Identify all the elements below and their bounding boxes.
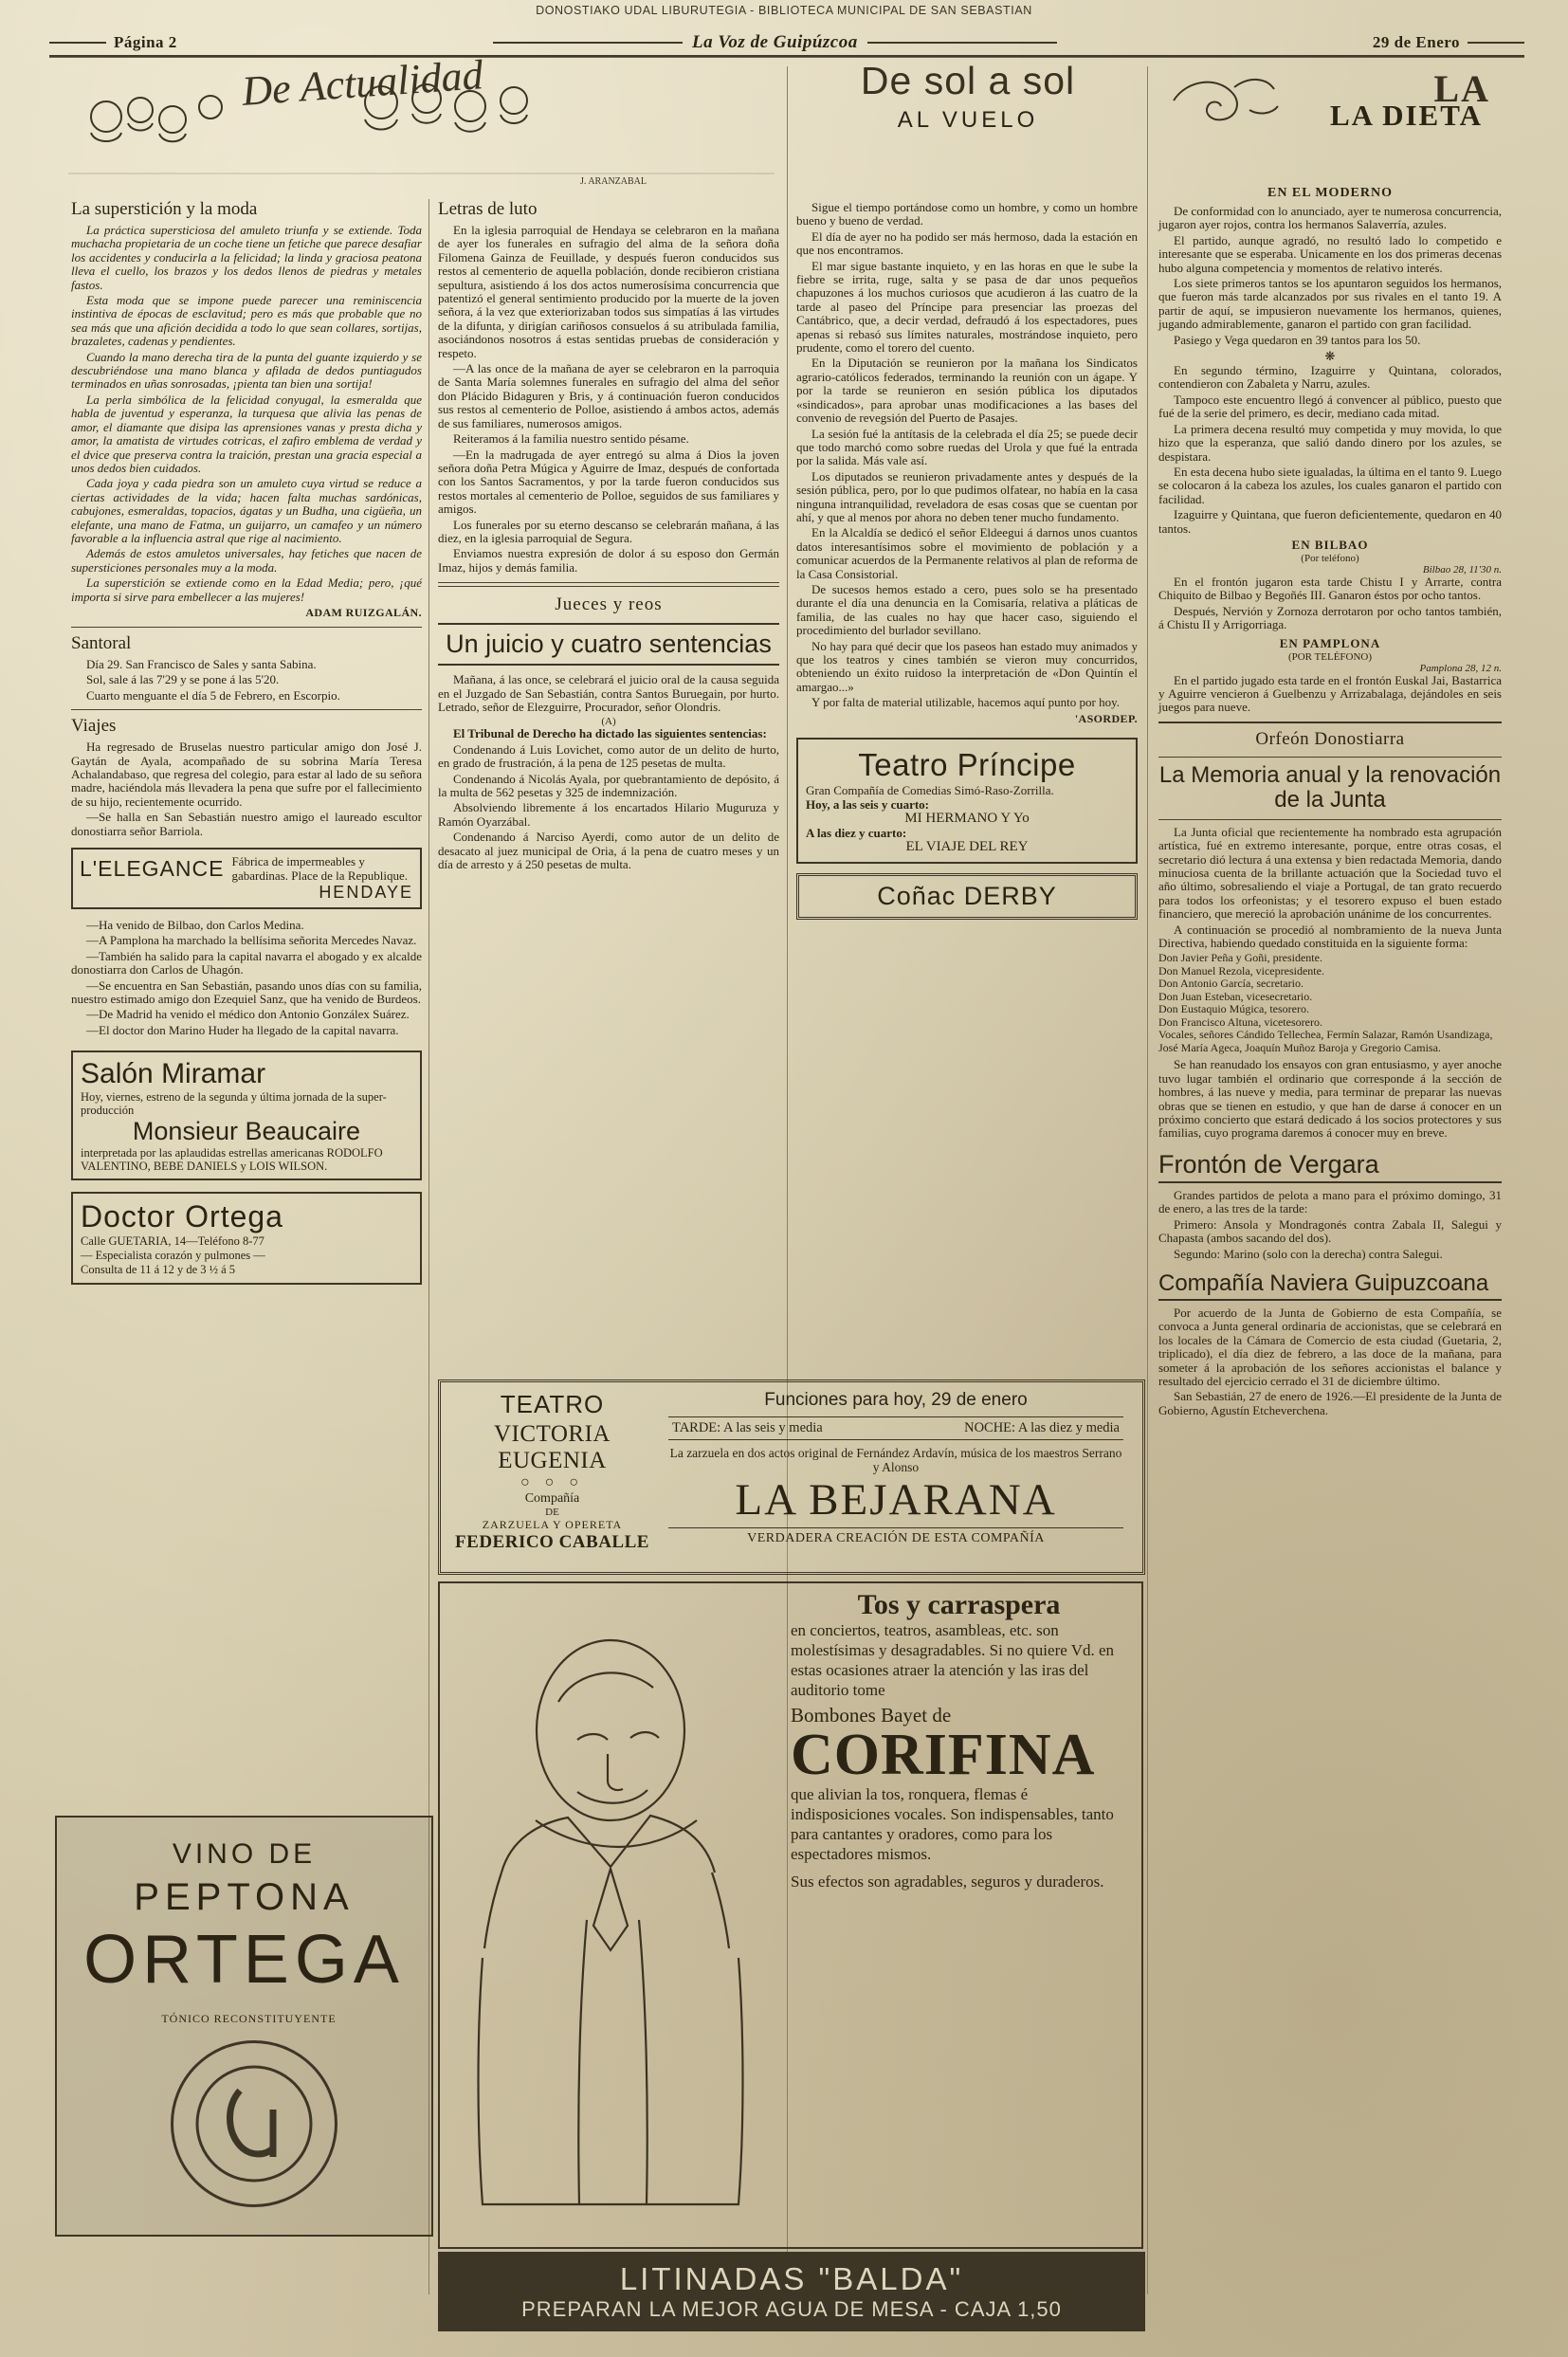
victoria-director: FEDERICO CABALLE bbox=[455, 1532, 649, 1552]
miramar-title: Salón Miramar bbox=[81, 1058, 266, 1090]
paragraph: En la Alcaldía se dedicó el señor Eldeegui á darnos unos cuantos datos interesantísimos sobre el movimiento de población y a comunicar acuerdos de la Permanente relativos al plan de reforma de la Casa Consistorial. bbox=[796, 525, 1138, 581]
victoria-right-block bbox=[668, 1390, 1123, 1546]
paragraph: La superstición se extiende como en la Edad Media; pero, ¡qué importa si sirve para embellecer a las mujeres! bbox=[71, 576, 422, 604]
newspaper-title: La Voz de Guipúzcoa bbox=[692, 32, 858, 52]
en-pamplona-heading: EN PAMPLONA bbox=[1279, 635, 1381, 650]
teatro-principe-title: Teatro Príncipe bbox=[858, 746, 1076, 782]
paragraph: En el partido jugado esta tarde en el frontón Euskal Jai, Bastarrica y Aguirre vencieron á Guelbenzu y Arrizabalaga, dejándoles en seis juegos para nueve. bbox=[1158, 672, 1502, 715]
bilbao-dateline: Bilbao 28, 11'30 n. bbox=[1422, 563, 1502, 576]
ad-salon-miramar[interactable] bbox=[71, 1051, 422, 1180]
paragraph: Absolviendo libremente á los encartados Hilario Muguruza y Ramón Oyarzábal. bbox=[438, 800, 779, 829]
victoria-name: VICTORIA EUGENIA bbox=[494, 1421, 611, 1473]
paragraph: El Tribunal de Derecho ha dictado las siguientes sentencias: bbox=[453, 726, 767, 741]
litinadas-line1: LITINADAS "BALDA" bbox=[619, 2261, 964, 2296]
paragraph: —Ha venido de Bilbao, don Carlos Medina. bbox=[86, 918, 304, 933]
corifina-brand: CORIFINA bbox=[791, 1723, 1096, 1787]
paragraph: Ha regresado de Bruselas nuestro particular amigo don José J. Gaytán de Ayala, acompañado de su sobrina María Teresa Achalandabaso, que regresa del colegio, para estar al lado de su señora madre, haciéndola más llevadera la pena que sufre por el fallecimiento de su hijo, recientemente ocurrido. bbox=[71, 740, 422, 809]
teatro-principe-play2: EL VIAJE DEL REY bbox=[905, 838, 1029, 854]
ad-litinadas-balda[interactable] bbox=[438, 2252, 1145, 2331]
victoria-de-label: DE bbox=[545, 1507, 559, 1518]
la-dieta-word-dieta: LA DIETA bbox=[1330, 99, 1483, 132]
banner-script-title: De Actualidad bbox=[240, 51, 484, 115]
ad-doctor-ortega[interactable] bbox=[71, 1192, 422, 1285]
orfeon-heading: Orfeón Donostiarra bbox=[1255, 728, 1405, 749]
list-item: Don Eustaquio Múgica, tesorero. bbox=[1158, 1002, 1309, 1016]
paragraph: Después, Nervión y Zornoza derrotaron por ocho tantos también, á Chistu II y Arrigorriaga. bbox=[1158, 603, 1502, 632]
litinadas-line2: PREPARAN LA MEJOR AGUA DE MESA - CAJA 1,50 bbox=[521, 2297, 1062, 2321]
column-2: Letras de luto En la iglesia parroquial de Hendaya se celebraron en la mañana de ayer los funerales en sufragio del alma de la señora doña Filomena Gainza de Feuillade, y después fueron conducidos sus restos al cementerio de aquella población, donde recibieron cristiana sepultura, asistiendo á los dos actos numerosísima concurrencia que patentizó el general sentimiento producido por la muerte de la joven señora, á la vez que exteriorizaban todos sus simpatías á las virtudes de la difunta, y dirigían cariñosos consuelos á su atribulada familia, asociándonos nosotros á estas sentidas pruebas de consideración y respeto. —A las once de la mañana de ayer se celebraron en la parroquia de Santa María solemnes funerales en sufragio del alma del señor don Plácido Bidaguren y Bris, y á continuación fueron conducidos sus restos al cementerio de Polloe, asistiendo á ambos actos, además de sus familiares, numerosos amigos. Reiteramos á la familia nuestro sentido pésame. —En la madrugada de ayer entregó su alma á Dios la joven señora doña Petra Múgica y Aguirre de Imaz, después de confortada con los Santos Sacramentos, y por la tarde fueron conducidos sus restos mortales al cementerio de Polloe, seguidos de sus familiares y amigos. Los funerales por su eterno descanso se celebrarán mañana, á las diez, en la iglesia parroquial de Segura. Enviamos nuestra expresión de dolor á su esposo don Germán Imaz, hijos y demás familia. Jueces y reos Un juicio y cuatro sentencias Mañana, á las once, se celebrará el juicio oral de la causa seguida en el Juzgado de San Sebastián, contra Santos Buruegain, por hurto. Letrado, señor de Elezguirre, Procurador, señor Olondris. (A) El Tribunal de Derecho ha dictado las siguientes sentencias: Condenando á Luis Lovichet, como autor de un delito de hurto, en grado de frustración, á la pena de 125 pesetas de multa. Condenando á Nicolás Ayala, por quebrantamiento de depósito, á la multa de 562 pesetas y 325 de indemnización. Absolviendo libremente á los encartados Hilario Muguruza y Ramón Oyarzábal. Condenando á Narciso Ayerdi, como autor de un delito de desacato al juez municipal de Oria, á la pena de cuatro meses y un día de arresto y á 250 pesetas de multa. bbox=[438, 199, 779, 872]
paragraph: Sigue el tiempo portándose como un hombre, y como un hombre bueno y bueno de verdad. bbox=[796, 200, 1138, 228]
paragraph: El mar sigue bastante inquieto, y en las horas en que le sube la fiebre se irrita, ruge, salta y se pasa de dar unos pequeños chapuzones á los muchos curiosos que acudieron á las cuatro de la tarde al paseo del Príncipe para presenciar las proezas del Cantábrico, que, a decir verdad, defraudó á los espectadores, pues apenas si rebasó sus límites naturales, mostrándose inquieto, pero prudente, como el torero del cuento. bbox=[796, 258, 1138, 356]
peptona-line3: ORTEGA bbox=[83, 1922, 405, 1998]
paragraph: En la iglesia parroquial de Hendaya se celebraron en la mañana de ayer los funerales en sufragio del alma de la señora doña Filomena Gainza de Feuillade, y después fueron conducidos sus restos al cementerio de aquella población, donde recibieron cristiana sepultura, asistiendo á los dos actos numerosísima concurrencia que patentizó el general sentimiento producido por la muerte de la joven señora, á la vez que exteriorizaban todos sus simpatías á las virtudes de la difunta, y dirigían cariñosos consuelos á su atribulada familia, asociándonos nosotros á estas sentidas pruebas de consideración y respeto. bbox=[438, 223, 779, 360]
column-divider bbox=[1147, 66, 1148, 2294]
junta-members-list bbox=[1158, 952, 1502, 1054]
teatro-principe-play1: MI HERMANO Y Yo bbox=[904, 810, 1030, 826]
ad-teatro-principe[interactable] bbox=[796, 738, 1138, 864]
paragraph: Esta moda que se impone puede parecer una reminiscencia instintiva de épocas de esclavitud; pero es más que probable que no sea más que una afición decidida a todo lo que sean collares, sortijas, brazaletes, cadenas y pendientes. bbox=[71, 293, 422, 349]
article-signature: ADAM RUIZGALÁN. bbox=[305, 605, 422, 619]
paragraph: Grandes partidos de pelota a mano para el próximo domingo, 31 de enero, a las tres de la tarde: bbox=[1158, 1187, 1502, 1216]
santoral-heading: Santoral bbox=[71, 632, 132, 653]
paragraph: La primera decena resultó muy competida y muy movida, lo que hizo que la esperanza, que salió dando dinero por los azules, se despistara. bbox=[1158, 421, 1502, 464]
corifina-p3: Sus efectos son agradables, seguros y duraderos. bbox=[791, 1873, 1104, 1891]
paragraph: Reiteramos á la familia nuestro sentido pésame. bbox=[453, 431, 689, 447]
victoria-left-block: TEATRO VICTORIA EUGENIA ○ ○ ○ Compañía DE ZARZUELA Y OPERETA FEDERICO CABALLE bbox=[450, 1390, 654, 1553]
victoria-noche: NOCHE: A las diez y media bbox=[964, 1420, 1120, 1435]
paragraph: La Junta oficial que recientemente ha nombrado esta agrupación artística, fué en extremo interesante, porque, entre otras cosas, el secretario dió lectura á una extensa y bien redactada Memoria, dando minuciosa cuenta de la brillante actuación que la Sociedad tuvo el año último, sobresaliendo el viaje a Portugal, de tan grato recuerdo para todos los orfeonistas; y el tesorero expuso el buen estado financiero, que mereció la aprobación unánime de los concurrentes. bbox=[1158, 824, 1502, 922]
victoria-teatro-label: TEATRO bbox=[500, 1390, 605, 1418]
la-dieta-masthead bbox=[1168, 63, 1500, 138]
pamplona-dateline: Pamplona 28, 12 n. bbox=[1419, 662, 1502, 674]
list-item: Don Juan Esteban, vicesecretario. bbox=[1158, 989, 1313, 1003]
paragraph: Enviamos nuestra expresión de dolor á su esposo don Germán Imaz, hijos y demás familia. bbox=[438, 546, 779, 575]
miramar-line2: interpretada por las aplaudidas estrellas americanas RODOLFO VALENTINO, BEBE DANIELS y LOIS WILSON. bbox=[81, 1146, 383, 1174]
la-dieta-word-la: LA bbox=[1433, 67, 1490, 110]
paragraph: A continuación se procedió al nombramiento de la nueva Junta Directiva, habiendo quedado constituida en la siguiente forma: bbox=[1158, 922, 1502, 951]
naviera-heading: Compañía Naviera Guipuzcoana bbox=[1158, 1270, 1502, 1301]
paragraph: La perla simbólica de la felicidad conyugal, la esmeralda que habla de juventud y esperanza, la turquesa que alivia las penas de amor, el diamante que disipa las aprensiones vanas y presta dicha y amor, la amatista de virtudes cotricas, el zafiro emblema de verdad y el dvice que preserva contra la traición, prestan una gracia especial a unos dedos bien cuidados. bbox=[71, 392, 422, 475]
peptona-seal bbox=[171, 2040, 337, 2207]
list-item: Don Manuel Rezola, vicepresidente. bbox=[1158, 963, 1324, 978]
paragraph: —En la madrugada de ayer entregó su alma á Dios la joven señora doña Petra Múgica y Aguirre de Imaz, después de confortada con los Santos Sacramentos, y por la tarde fueron conducidos sus restos mortales al cementerio de Polloe, seguidos de sus familiares y amigos. bbox=[438, 447, 779, 517]
list-item: Don Antonio García, secretario. bbox=[1158, 977, 1304, 991]
masthead-rule bbox=[49, 55, 1524, 58]
paragraph: —A las once de la mañana de ayer se celebraron en la parroquia de Santa María solemnes funerales en sufragio del alma del señor don Plácido Bidaguren y Bris, y á continuación fueron conducidos sus restos al cementerio de Polloe, asistiendo á ambos actos, además de sus familiares, numerosos amigos. bbox=[438, 361, 779, 430]
victoria-funciones: Funciones para hoy, 29 de enero bbox=[764, 1390, 1028, 1410]
paragraph: La práctica supersticiosa del amuleto triunfa y se extiende. Toda muchacha propietaria de un coche tiene un fetiche que parece desafiar los accidentes y conducirla a la felicidad; la linda y graciosa peatona lleva el cuello, los brazos y los dedos llenos de piedras y metales fastos. bbox=[71, 223, 422, 292]
paragraph: De sucesos hemos estado a cero, pues solo se ha presentado durante el día una denuncia en la Comisaría, relativa a pláticas de familia, de las cuales no hay que hacer caso, siguiendo el procedimiento del burlador sevillano. bbox=[796, 581, 1138, 638]
peptona-line2: PEPTONA bbox=[134, 1876, 355, 1918]
de-sol-a-sol-title: De sol a sol bbox=[860, 59, 1076, 102]
corifina-p1: en conciertos, teatros, asambleas, etc. son molestísimas y desagradables. Si no quiere Vd. en estas ocasiones atraer la atención y las iras del auditorio tome bbox=[791, 1621, 1115, 1699]
paragraph: En la Diputación se reunieron por la mañana los Sindicatos agrario-católicos federados, terminando la reunión con un ágape. Y por la tarde se reunieron en sesión pública los diputados «sindicados», para aprobar unas modificaciones a las bases del convenio de revegsión del Puerto de Pasajes. bbox=[796, 356, 1138, 426]
paragraph: Los diputados se reunieron privadamente antes y después de la sesión pública, pero, por lo que pudimos olfatear, no había en la casa ninguna intranquilidad, reveladora de esas cosas que se cuentan por ahí, y que al menos por ahora no deben tener mucho fundamento. bbox=[796, 468, 1138, 524]
viajes-heading: Viajes bbox=[71, 716, 117, 737]
fronton-vergara-heading: Frontón de Vergara bbox=[1158, 1150, 1502, 1183]
pamplona-subhead: (POR TELÉFONO) bbox=[1287, 650, 1373, 663]
corifina-brand-small: Bombones Bayet de bbox=[791, 1704, 952, 1727]
paragraph: La sesión fué la antítasis de la celebrada el día 25; se puede decir que todo marchó como sobre ruedas del Urola y que fué la entrada por la salida. Más vale así. bbox=[796, 426, 1138, 468]
paragraph: Además de estos amuletos universales, hay fetiches que nacen de supersticiones personales muy a la moda. bbox=[71, 546, 422, 575]
juicio-headline: Un juicio y cuatro sentencias bbox=[438, 623, 779, 666]
teatro-principe-company: Gran Compañía de Comedias Simó-Raso-Zorrilla. bbox=[806, 782, 1054, 797]
ortega-line1: Calle GUETARIA, 14—Teléfono 8-77 bbox=[81, 1234, 264, 1249]
paragraph: Se han reanudado los ensayos con gran entusiasmo, y ayer anoche tuvo lugar también el ordinario que corresponde á la sección de hombres, á las nueve y media, para terminar de preparar las nuevas obras que se tienen en estudio, y que han de darse á conocer en un próximo concierto que estará dedicado á los socios protectores y sus familias, cuyo programa daremos á conocer muy en breve. bbox=[1158, 1057, 1502, 1141]
archive-header: DONOSTIAKO UDAL LIBURUTEGIA - BIBLIOTECA MUNICIPAL DE SAN SEBASTIAN bbox=[536, 4, 1032, 17]
teatro-principe-time2: A las diez y cuarto: bbox=[806, 825, 907, 840]
paragraph: Cuando la mano derecha tira de la punta del guante izquierdo y se descubriéndose una mano blanca y afilada de dedos puntiagudos terminados en uñas sonrosadas, ¡pienta tan bien una sortija! bbox=[71, 349, 422, 392]
al-vuelo-subtitle: AL VUELO bbox=[897, 107, 1039, 133]
paragraph: Cada joya y cada piedra son un amuleto cuya virtud se reduce a ciertas actividades de la vida; hacen falta muchas sardónicas, cabujones, esmeraldas, topacios, ágatas y un Budha, una cigüeña, un elefante, una mano de Fatma, un guijarro, un camafeo y un número favorable a la influencia astral que rige al nacimiento. bbox=[71, 476, 422, 545]
paragraph: —También ha salido para la capital navarra el abogado y ex alcalde donostiarra don Carlos de Uhagón. bbox=[71, 948, 422, 978]
victoria-times bbox=[668, 1416, 1123, 1440]
paragraph: Mañana, á las once, se celebrará el juicio oral de la causa seguida en el Juzgado de San Sebastián, contra Santos Buruegain, por hurto. Letrado, señor de Elezguirre, Procurador, señor Olondris. bbox=[438, 672, 779, 714]
paragraph: —De Madrid ha venido el médico don Antonio Gonzálex Suárez. bbox=[86, 1007, 410, 1022]
peptona-line1: VINO DE bbox=[172, 1838, 317, 1870]
column-4: EN EL MODERNO De conformidad con lo anunciado, ayer te numerosa concurrencia, jugaron ayer rojos, contra los hermanos Salaverría, azules. El partido, aunque agradó, no resultó lado lo competido e interesante que se esperaba. Unicamente en los dos primeras decenas hubo alguna competencia y momentos de relativo interés. Los siete primeros tantos se los apuntaron seguidos los hermanos, que fueron más tarde alcanzados por sus rivales en el tanto 19. A partir de aquí, se impusieron nuevamente los hermanos, quienes, jugando admirablemente, ganaron el partido con gran facilidad. Pasiego y Vega quedaron en 39 tantos para los 50. ❋ En segundo término, Izaguirre y Quintana, colorados, contendieron con Zabaleta y Narru, azules. Tampoco este encuentro llegó á convencer al público, puesto que fué de la serie del primero, es decir, mediano cada mitad. La primera decena resultó muy competida y muy movida, lo que hizo que la esperanza, que salió dando dinero por los azules, se despistara. En esta decena hubo siete igualadas, la última en el tanto 9. Luego se colocaron á la cabeza los azules, los cuales ganaron el partido con facilidad. Izaguirre y Quintana, que fueron deficientemente, quedaron en 40 tantos. EN BILBAO (Por teléfono) Bilbao 28, 11'30 n. En el frontón jugaron esta tarde Chistu I y Arrarte, contra Chiquito de Bilbao y Begoñés III. Ganaron éstos por ocho tantos. Después, Nervión y Zornoza derrotaron por ocho tantos también, á Chistu II y Arrigorriaga. EN PAMPLONA (POR TELÉFONO) Pamplona 28, 12 n. En el partido jugado esta tarde en el frontón Euskal Jai, Bastarrica y Aguirre vencieron á Guelbenzu y Arrizabalaga, dejándoles en seis juegos para nueve. Orfeón Donostiarra La Memoria anual y la renovación de la Junta La Junta oficial que recientemente ha nombrado esta agrupación artística, fué en extremo interesante, porque, entre otras cosas, el secretario dió lectura á una extensa y bien redactada Memoria, dando minuciosa cuenta de la brillante actuación que la Sociedad tuvo el año último, sobresaliendo el viaje a Portugal, de tan grato recuerdo para todos los orfeonistas; y el tesorero expuso el buen estado financiero, que mereció la aprobación unánime de los concurrentes. A continuación se procedió al nombramiento de la nueva Junta Directiva, habiendo quedado constituida en la siguiente forma: Don Javier Peña y Goñi, presidente. Don Manuel Rezola, vicepresidente. Don Antonio García, secretario. Don Juan Esteban, vicesecretario. Don Eustaquio Múgica, tesorero. Don Francisco Altuna, vicetesorero. Vocales, señores Cándido Tellechea, Fermín Salazar, Ramón Usandizaga, José María Ageca, Joaquín Muñoz Baroja y Gregorio Camisa. Se han reanudado los ensayos con gran entusiasmo, y ayer anoche tuvo lugar también el ordinario que corresponde á la sección de hombres, á las nueve y media, para terminar de preparar las nuevas obras que se tienen en estudio, y que han de darse á conocer en un próximo concierto que estará dedicado á los socios protectores y sus familias, cuyo programa daremos á conocer muy en breve. Frontón de Vergara Grandes partidos de pelota a mano para el próximo domingo, 31 de enero, a las tres de la tarde: Primero: Ansola y Mondragonés contra Zabala II, Salegui y Chapasta (ambos sacando del dos). Segundo: Marino (solo con la derecha) contra Salegui. Compañía Naviera Guipuzcoana Por acuerdo de la Junta de Gobierno de esta Compañía, se convoca a Junta general ordinaria de accionistas, que se celebrará en los locales de la Cámara de Comercio de esta ciudad (Guetaria, 2, triplicado), el día diez de febrero, a las doce de la mañana, para someter á la aprobación de los señores accionistas el balance y resultado del ejercicio cerrado el 31 de diciembre último. San Sebastián, 27 de enero de 1926.—El presidente de la Junta de Gobierno, Agustín Etcheverchena. bbox=[1158, 186, 1502, 1417]
santoral-line: Sol, sale á las 7'29 y se pone á las 5'20. bbox=[86, 672, 280, 687]
paragraph: —A Pamplona ha marchado la bellísima señorita Mercedes Navaz. bbox=[86, 933, 417, 948]
page-number: Página 2 bbox=[114, 33, 177, 51]
paragraph: Y por falta de material utilizable, hacemos aquí punto por hoy. bbox=[811, 695, 1121, 710]
lelegance-desc: Fábrica de impermeables y gabardinas. Place de la Republique. bbox=[231, 854, 409, 884]
letras-de-luto-heading: Letras de luto bbox=[438, 199, 538, 219]
santoral-line: Cuarto menguante el día 5 de Febrero, en Escorpio. bbox=[86, 687, 340, 703]
de-sol-a-sol-header bbox=[801, 59, 1135, 134]
paragraph: Primero: Ansola y Mondragonés contra Zabala II, Salegui y Chapasta (ambos sacando del dos). bbox=[1158, 1216, 1502, 1246]
column-1 bbox=[71, 199, 422, 1285]
victoria-desc: La zarzuela en dos actos original de Fernández Ardavín, música de los maestros Serrano y Alonso bbox=[669, 1446, 1122, 1474]
paragraph: San Sebastián, 27 de enero de 1926.—El presidente de la Junta de Gobierno, Agustín Etcheverchena. bbox=[1158, 1389, 1502, 1417]
victoria-tarde: TARDE: A las seis y media bbox=[672, 1420, 823, 1435]
paragraph: En segundo término, Izaguirre y Quintana, colorados, contendieron con Zabaleta y Narru, azules. bbox=[1158, 363, 1502, 392]
paragraph: Condenando á Narciso Ayerdi, como autor de un delito de desacato al juez municipal de Oria, á la pena de cuatro meses y un día de arresto y á 250 pesetas de multa. bbox=[438, 830, 779, 872]
ortega-line2: — Especialista corazón y pulmones — bbox=[81, 1249, 265, 1263]
paragraph: Los funerales por su eterno descanso se celebrarán mañana, á las diez, en la iglesia parroquial de Segura. bbox=[438, 517, 779, 545]
paragraph: Izaguirre y Quintana, que fueron deficientemente, quedaron en 40 tantos. bbox=[1158, 507, 1502, 536]
peptona-arc-text: TÓNICO RECONSTITUYENTE bbox=[161, 2012, 337, 2025]
paragraph: —Se encuentra en San Sebastián, pasando unos días con su familia, nuestro estimado amigo don Ezequiel Sanz, que ha venido de Burdeos. bbox=[71, 978, 422, 1007]
corifina-headline: Tos y carraspera bbox=[857, 1589, 1061, 1620]
paragraph: En el frontón jugaron esta tarde Chistu I y Arrarte, contra Chiquito de Bilbao y Begoñés III. Ganaron éstos por ocho tantos. bbox=[1158, 574, 1502, 603]
paragraph: En esta decena hubo siete igualadas, la última en el tanto 9. Luego se colocaron á la cabeza los azules, los cuales ganaron el partido con facilidad. bbox=[1158, 464, 1502, 506]
paragraph: Tampoco este encuentro llegó á convencer al público, puesto que fué de la serie del primero, es decir, mediano cada mitad. bbox=[1158, 392, 1502, 421]
victoria-obra: LA BEJARANA bbox=[735, 1475, 1057, 1525]
paragraph: Los siete primeros tantos se los apuntaron seguidos los hermanos, que fueron más tarde alcanzados por sus rivales en el tanto 19. A partir de aquí, se impusieron nuevamente los hermanos, quienes, jugando admirablemente, ganaron el partido con gran facilidad. bbox=[1158, 276, 1502, 332]
paragraph: El partido, aunque agradó, no resultó lado lo competido e interesante que se esperaba. Unicamente en los dos primeras decenas hubo alguna competencia y momentos de relativo interés. bbox=[1158, 232, 1502, 275]
paragraph: —El doctor don Marino Huder ha llegado de la capital navarra. bbox=[86, 1022, 399, 1037]
en-bilbao-heading: EN BILBAO bbox=[1291, 537, 1369, 552]
paragraph: Por acuerdo de la Junta de Gobierno de esta Compañía, se convoca a Junta general ordinaria de accionistas, que se celebrará en los locales de la Cámara de Comercio de esta ciudad (Guetaria, 2, triplicado), el día diez de febrero, a las doce de la mañana, para someter á la aprobación de los señores accionistas el balance y resultado del ejercicio cerrado el 31 de diciembre último. bbox=[1158, 1305, 1502, 1388]
bilbao-subhead: (Por teléfono) bbox=[1301, 552, 1359, 564]
lelegance-name: L'ELEGANCE bbox=[80, 855, 225, 881]
corifina-illustration bbox=[445, 1588, 786, 2242]
ortega-line3: Consulta de 11 á 12 y de 3 ½ á 5 bbox=[81, 1263, 236, 1277]
paragraph: De conformidad con lo anunciado, ayer te numerosa concurrencia, jugaron ayer rojos, contra los hermanos Salaverría, azules. bbox=[1158, 204, 1502, 232]
paragraph: Segundo: Marino (solo con la derecha) contra Salegui. bbox=[1174, 1246, 1443, 1261]
paragraph: No hay para qué decir que los paseos han estado muy animados y que los teatros y cines también se vieron muy concurridos, obteniendo un éxito ruidoso la interpretación de «Don Quintín el amargao...» bbox=[796, 638, 1138, 694]
miramar-film: Monsieur Beaucaire bbox=[132, 1117, 361, 1146]
paragraph: El día de ayer no ha podido ser más hermoso, dada la estación en que nos encontramos. bbox=[796, 228, 1138, 258]
paragraph: Pasiego y Vega quedaron en 39 tantos para los 50. bbox=[1174, 332, 1421, 347]
ad-vino-peptona-ortega[interactable] bbox=[55, 1816, 433, 2237]
list-item: Don Francisco Altuna, vicetesorero. bbox=[1158, 1014, 1322, 1029]
paragraph: Condenando á Luis Lovichet, como autor de un delito de hurto, en grado de frustración, á la pena de 125 pesetas de multa. bbox=[438, 741, 779, 771]
santoral-line: Día 29. San Francisco de Sales y santa Sabina. bbox=[86, 656, 317, 671]
ad-lelegance[interactable] bbox=[71, 848, 422, 909]
victoria-tagline: VERDADERA CREACIÓN DE ESTA COMPAÑÍA bbox=[668, 1527, 1123, 1546]
memoria-headline: La Memoria anual y la renovación de la Junta bbox=[1158, 761, 1502, 813]
en-el-moderno-heading: EN EL MODERNO bbox=[1267, 186, 1393, 200]
list-item: Vocales, señores Cándido Tellechea, Fermín Salazar, Ramón Usandizaga, José María Ageca, Joaquín Muñoz Baroja y Gregorio Camisa. bbox=[1158, 1028, 1493, 1054]
list-item: Don Javier Peña y Goñi, presidente. bbox=[1158, 951, 1322, 965]
corifina-p2: que alivian la tos, ronquera, flemas é indisposiciones vocales. Son indispensables, tanto para cantantes y oradores, como para los espectadores mismos. bbox=[791, 1785, 1114, 1863]
svg-text:J. ARANZABAL: J. ARANZABAL bbox=[580, 176, 647, 187]
victoria-genero: ZARZUELA Y OPERETA bbox=[482, 1518, 623, 1531]
ad-cognac-derby[interactable]: Coñac DERBY bbox=[796, 873, 1138, 920]
masthead bbox=[49, 30, 1524, 55]
ad-teatro-victoria-eugenia[interactable] bbox=[438, 1379, 1145, 1575]
corifina-text bbox=[791, 1589, 1127, 1891]
miramar-line1: Hoy, viernes, estreno de la segunda y última jornada de la super-producción bbox=[81, 1090, 387, 1118]
lelegance-city: HENDAYE bbox=[319, 883, 413, 903]
paragraph: Condenando á Nicolás Ayala, por quebrantamiento de depósito, á la multa de 562 pesetas y 325 de indemnización. bbox=[438, 771, 779, 799]
column-3 bbox=[796, 201, 1138, 920]
superstition-heading: La superstición y la moda bbox=[71, 199, 258, 219]
teatro-principe-time1: Hoy, a las seis y cuarto: bbox=[806, 796, 929, 812]
article-signature: 'ASORDEP. bbox=[1074, 711, 1138, 725]
paragraph: —Se halla en San Sebastián nuestro amigo el laureado escultor donostiarra señor Barriola. bbox=[71, 810, 422, 838]
issue-date: 29 de Enero bbox=[1372, 33, 1460, 51]
victoria-compania-label: Compañía bbox=[524, 1491, 580, 1506]
ortega-title: Doctor Ortega bbox=[81, 1199, 283, 1234]
jueces-y-reos-heading: Jueces y reos bbox=[555, 594, 663, 615]
ad-corifina[interactable] bbox=[438, 1581, 1143, 2249]
